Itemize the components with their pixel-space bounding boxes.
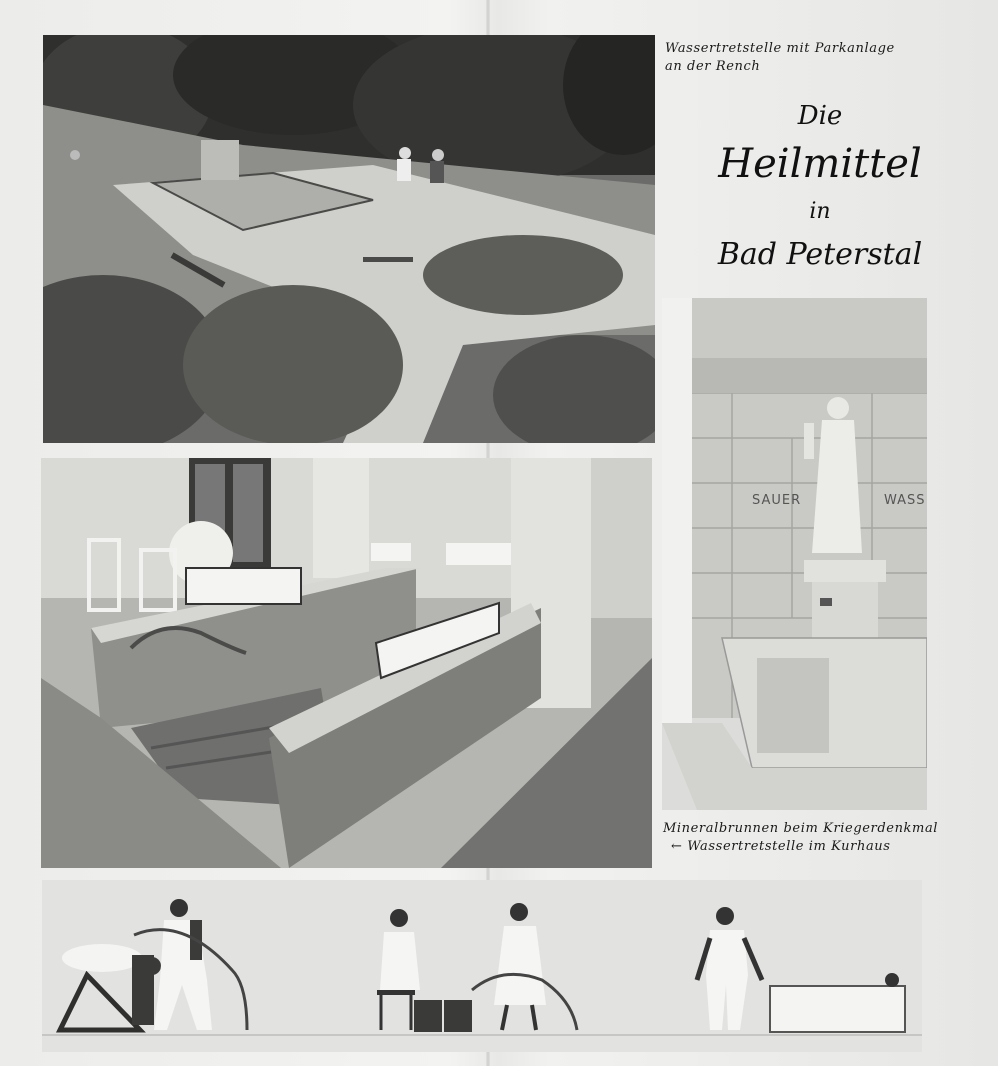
kneipp-cure-illustration <box>42 880 922 1052</box>
inscription-right: WASS <box>884 493 926 508</box>
caption-park-line1: Wassertretstelle mit Parkanlage <box>665 41 895 56</box>
title-line-place: Bad Peterstal <box>717 237 923 272</box>
mineral-fountain-photo <box>662 298 927 810</box>
caption-fountain <box>663 820 983 856</box>
kurhaus-water-treading-photo <box>41 458 652 868</box>
title-line-die: Die <box>797 101 843 131</box>
title-line-in: in <box>809 199 831 224</box>
title-line-heilmittel: Heilmittel <box>718 141 922 187</box>
inscription-left: SAUER <box>752 493 802 508</box>
page-title <box>700 96 940 278</box>
caption-park-line2: an der Rench <box>665 59 761 74</box>
caption-fountain-line1: Mineralbrunnen beim Kriegerdenkmal <box>663 821 939 836</box>
caption-fountain-line2: ← Wassertretstelle im Kurhaus <box>671 839 891 854</box>
park-water-treading-photo <box>43 35 655 443</box>
caption-park <box>665 40 965 76</box>
